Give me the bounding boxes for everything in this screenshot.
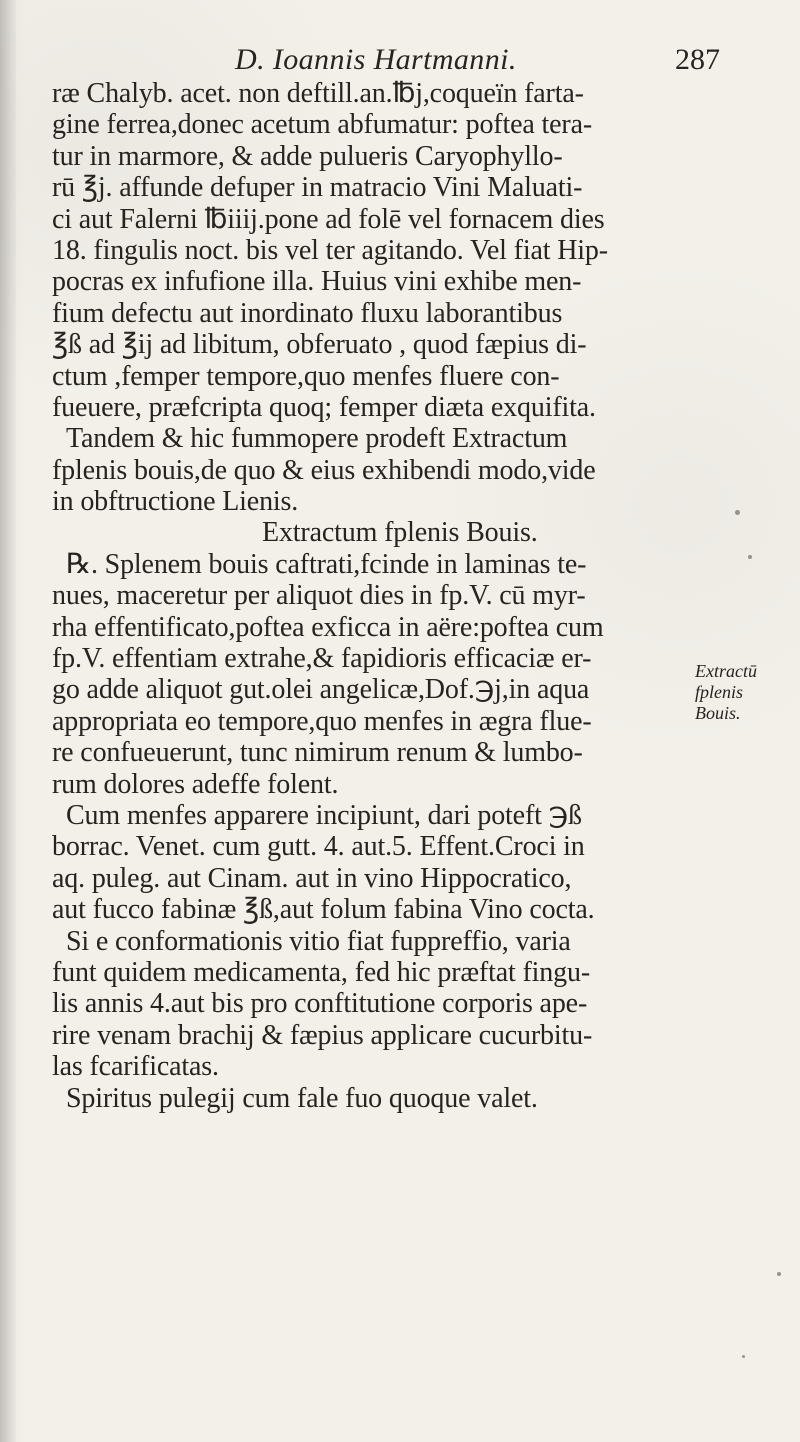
ink-speck <box>735 510 740 515</box>
page-binding-shadow <box>0 0 16 1442</box>
text-line-7: pocras ex infufione illa. Huius vini exhibe men- <box>52 266 582 298</box>
text-line-25: borrac. Venet. cum gutt. 4. aut.5. Effent.Croci in <box>52 831 585 863</box>
text-line-1: ræ Chalyb. acet. non deftill.an.℔j,coqueïn farta- <box>52 78 584 109</box>
text-line-24: Cum menfes apparere incipiunt, dari poteft ℈ß <box>66 799 582 831</box>
text-line-20: go adde aliquot gut.olei angelicæ,Dof.℈j,in aqua <box>52 674 590 706</box>
text-line-11: fueuere, præfcripta quoq; femper diæta exquifita. <box>52 391 596 423</box>
text-line-31: rire venam brachij & fæpius applicare cucurbitu- <box>52 1019 593 1051</box>
text-line-3: tur in marmore, & adde pulueris Caryophyllo- <box>52 140 563 172</box>
text-line-13: fplenis bouis,de quo & eius exhibendi modo,vide <box>52 454 596 486</box>
text-line-18: rha effentificato,poftea exficca in aëre:poftea cum <box>52 611 604 643</box>
text-line-14: in obftructione Lienis. <box>52 486 299 518</box>
page-number: 287 <box>675 43 720 76</box>
text-line-16: ℞. Splenem bouis caftrati,fcinde in laminas te- <box>66 548 587 580</box>
text-line-22: re confueuerunt, tunc nimirum renum & lumbo- <box>52 737 583 769</box>
text-line-30: lis annis 4.aut bis pro conftitutione corporis ape- <box>52 988 588 1020</box>
text-line-17: nues, maceretur per aliquot dies in fp.V. cū myr- <box>52 580 586 612</box>
ink-speck <box>742 1355 745 1358</box>
main-text-block <box>52 78 745 1114</box>
margin-note <box>695 661 799 724</box>
text-line-12: Tandem & hic fummopere prodeft Extractum <box>66 423 568 455</box>
text-line-6: 18. fingulis noct. bis vel ter agitando. Vel fiat Hip- <box>52 234 608 266</box>
margin-note-line-3: Bouis. <box>695 703 741 723</box>
text-line-8: fium defectu aut inordinato fluxu laborantibus <box>52 297 563 329</box>
text-line-29: funt quidem medicamenta, fed hic præftat fingu- <box>52 956 590 988</box>
ink-speck <box>748 555 752 559</box>
ink-speck <box>777 1272 781 1276</box>
margin-note-line-1: Extractū <box>695 661 757 681</box>
running-title: D. Ioannis Hartmanni. <box>235 43 517 76</box>
text-line-9: ℥ß ad ℥ij ad libitum, obferuato , quod fæpius di- <box>52 329 587 361</box>
text-line-10: ctum ,femper tempore,quo menfes fluere con- <box>52 360 560 392</box>
recipe-heading: Extractum fplenis Bouis. <box>262 517 538 549</box>
text-line-26: aq. puleg. aut Cinam. aut in vino Hippocratico, <box>52 862 572 894</box>
text-line-21: appropriata eo tempore,quo menfes in ægra flue- <box>52 705 592 737</box>
text-line-4: rū ℥j. affunde defuper in matracio Vini Maluati- <box>52 172 583 204</box>
text-line-19: fp.V. effentiam extrahe,& fapidioris efficaciæ er- <box>52 643 592 675</box>
text-line-5: ci aut Falerni ℔iiij.pone ad folē vel fornacem dies <box>52 203 605 235</box>
text-line-23: rum dolores adeffe folent. <box>52 768 339 800</box>
text-line-28: Si e conformationis vitio fiat fuppreffio, varia <box>66 925 571 957</box>
text-line-32: las fcarificatas. <box>52 1051 219 1083</box>
text-line-33: Spiritus pulegij cum fale fuo quoque valet. <box>66 1082 538 1114</box>
text-line-2: gine ferrea,donec acetum abfumatur: poftea tera- <box>52 109 593 141</box>
text-line-27: aut fucco fabinæ ℥ß,aut folum fabina Vino cocta. <box>52 894 595 926</box>
margin-note-line-2: fplenis <box>695 682 743 702</box>
